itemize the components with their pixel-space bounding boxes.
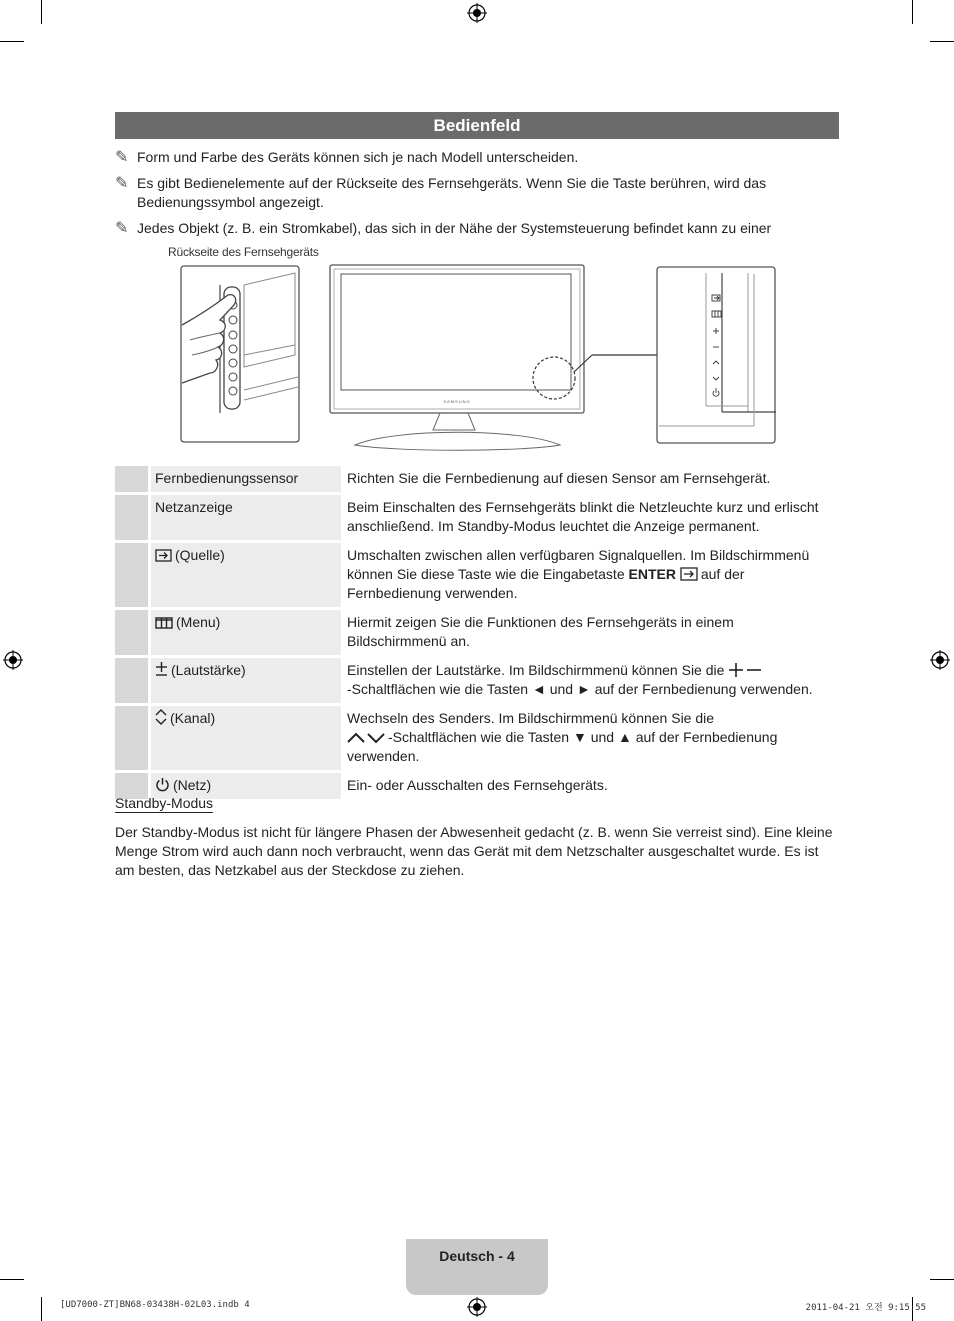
control-description: Hiermit zeigen Sie die Funktionen des Fernsehgeräts in einem Bildschirmmenü an. [341, 609, 839, 657]
crop-mark [0, 1279, 24, 1280]
control-description: Beim Einschalten des Fernsehgeräts blinkt die Netzleuchte kurz und erlischt anschließend. Im Standby-Modus leuchtet die Anzeige permanent. [341, 494, 839, 542]
row-marker [115, 466, 150, 494]
crop-mark [0, 41, 24, 42]
print-slug-left: [UD7000-ZT]BN68-03438H-02L03.indb 4 [60, 1300, 250, 1310]
source-icon [680, 567, 698, 581]
brand-logo: SAMSUNG [443, 399, 471, 404]
menu-icon [155, 617, 173, 629]
control-name-cell [150, 657, 342, 705]
pencil-icon: ✎ [115, 149, 129, 166]
note: ✎ Es gibt Bedienelemente auf der Rückseite des Fernsehgeräts. Wenn Sie die Taste berühren, wird das Bedienungssymbol angezeigt. [115, 175, 767, 210]
control-name-cell [150, 609, 342, 657]
control-description: Umschalten zwischen allen verfügbaren Signalquellen. Im Bildschirmmenü können Sie diese Taste wie die Eingabetaste ENTER auf der Fernbedienung verwenden. [341, 542, 839, 609]
crop-mark [930, 1279, 954, 1280]
row-marker [115, 609, 150, 657]
row-marker [115, 705, 150, 772]
up-down-chevron-icon [155, 709, 167, 725]
control-description: Wechseln des Senders. Im Bildschirmmenü können Sie die -Schaltflächen wie die Tasten ▼ und ▲ auf der Fernbedienung verwenden. [341, 705, 839, 772]
print-slug-right: 2011-04-21 오전 9:15:55 [805, 1303, 926, 1313]
control-name: (Kanal) [170, 710, 216, 726]
hand-touch-illustration [180, 265, 302, 445]
plus-minus-icon [155, 661, 168, 677]
standby-text: Der Standby-Modus ist nicht für längere Phasen der Abwesenheit gedacht (z. B. wenn Sie verreist sind). Eine kleine Menge Strom wird auch dann noch verbraucht, wenn das Gerät mit dem Netzschalter ausgeschaltet wurde. Es ist am besten, das Netzkabel aus der Steckdose zu ziehen. [115, 824, 833, 878]
pencil-icon: ✎ [115, 175, 129, 192]
callout-line [570, 350, 662, 380]
control-name: (Netz) [173, 777, 212, 793]
registration-mark-icon [467, 1297, 487, 1317]
control-description: Ein- oder Ausschalten des Fernsehgeräts. [341, 772, 839, 801]
registration-mark-icon [3, 650, 23, 670]
row-marker [115, 494, 150, 542]
enter-key-label: ENTER [628, 566, 676, 582]
row-marker [115, 657, 150, 705]
page-number-tab: Deutsch - 4 [406, 1239, 548, 1295]
control-name: (Menu) [176, 614, 221, 630]
control-name: Netzanzeige [150, 494, 342, 542]
control-name: Fernbedienungssensor [150, 466, 342, 494]
table-row [115, 494, 839, 542]
section-title: Bedienfeld [115, 112, 839, 139]
registration-mark-icon [467, 3, 487, 23]
control-description: Einstellen der Lautstärke. Im Bildschirmmenü können Sie die -Schaltflächen wie die Tasten ◄ und ► auf der Fernbedienung verwenden. [341, 657, 839, 705]
crop-mark [930, 41, 954, 42]
table-row [115, 657, 839, 705]
source-icon [155, 549, 172, 562]
row-marker [115, 542, 150, 609]
pencil-icon: ✎ [115, 220, 129, 237]
table-row [115, 772, 839, 801]
control-panel-detail [656, 266, 778, 446]
table-row [115, 466, 839, 494]
table-row [115, 609, 839, 657]
control-name-cell [150, 542, 342, 609]
control-name-cell [150, 705, 342, 772]
crop-mark [912, 0, 913, 24]
crop-mark [41, 1297, 42, 1321]
control-description: Richten Sie die Fernbedienung auf diesen Sensor am Fernsehgerät. [341, 466, 839, 494]
control-name: (Quelle) [175, 547, 225, 563]
crop-mark [41, 0, 42, 24]
power-icon [155, 777, 170, 792]
standby-heading: Standby-Modus [115, 795, 214, 811]
registration-mark-icon [930, 650, 950, 670]
tv-front-illustration [325, 260, 590, 455]
plus-minus-icon [728, 663, 762, 677]
table-row [115, 542, 839, 609]
table-row [115, 705, 839, 772]
note: ✎ Form und Farbe des Geräts können sich je nach Modell unterscheiden. [115, 149, 579, 166]
controls-table [115, 466, 839, 802]
figure-caption: Rückseite des Fernsehgeräts [168, 245, 319, 259]
note: ✎ Jedes Objekt (z. B. ein Stromkabel), das sich in der Nähe der Systemsteuerung befindet kann zu einer [115, 220, 772, 237]
control-name: (Lautstärke) [171, 662, 246, 678]
up-down-chevron-icon [347, 732, 385, 744]
